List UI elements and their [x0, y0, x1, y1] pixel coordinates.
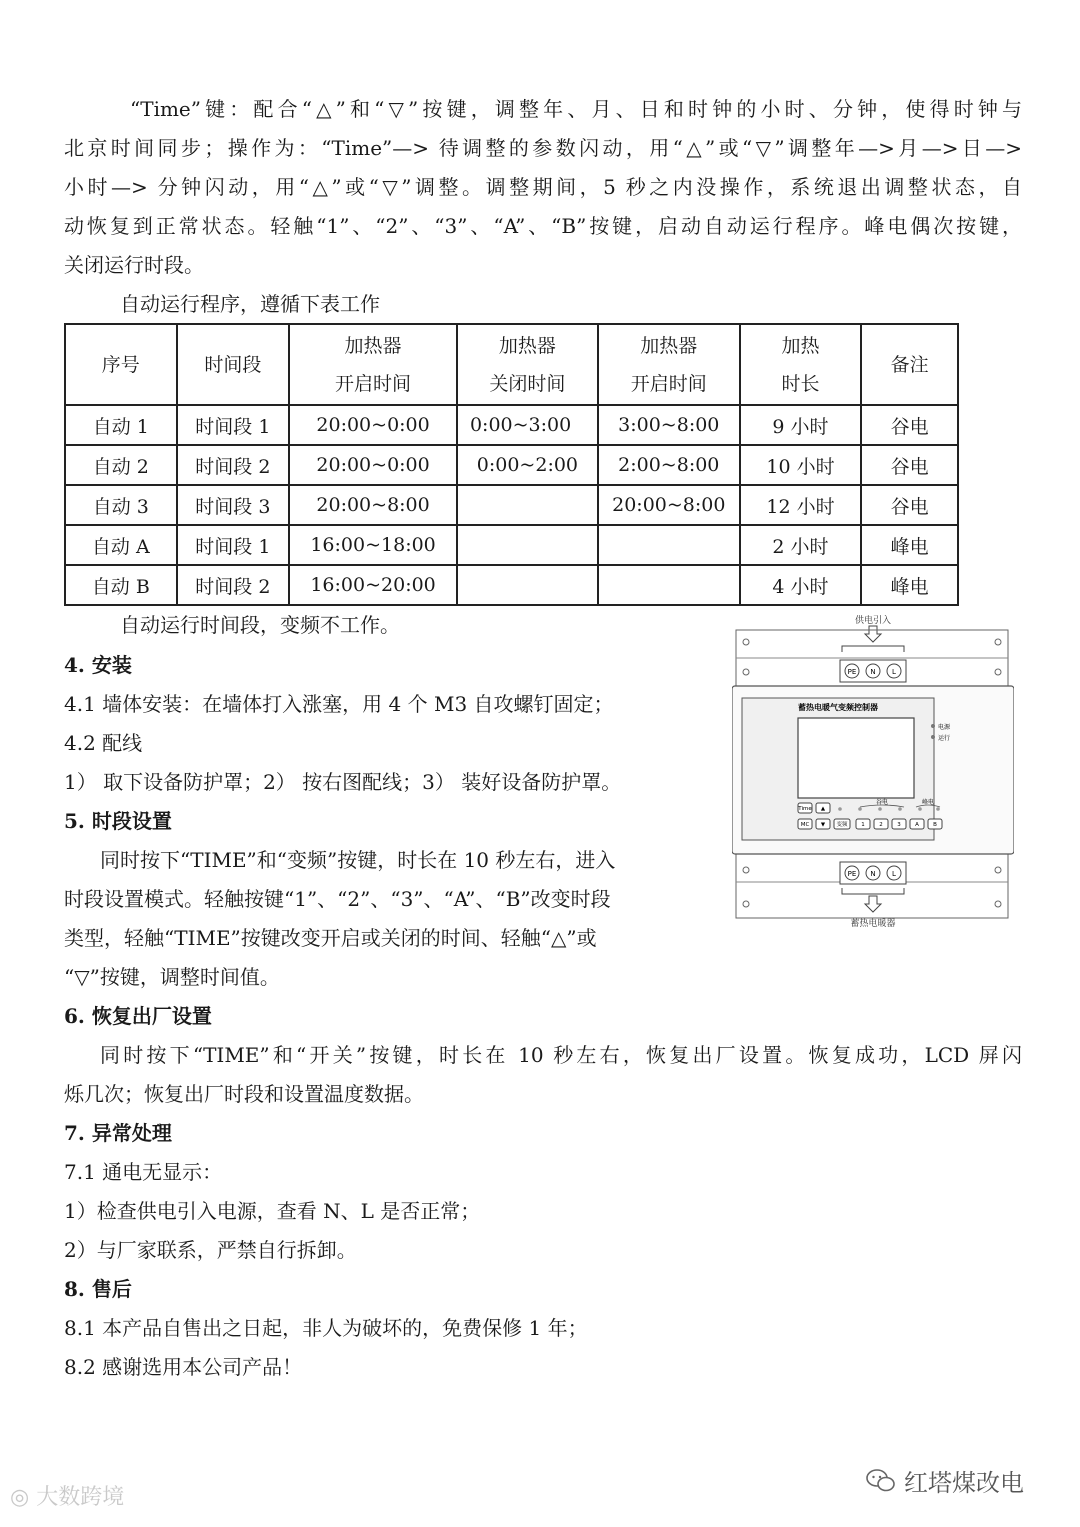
header-cell: 备注 [861, 324, 958, 405]
section6-title: 6. 恢复出厂设置 [64, 1004, 212, 1028]
table-cell: 时间段 2 [177, 565, 290, 605]
indicator-label: 运行 [938, 735, 951, 742]
intro-line-5: 关闭运行时段。 [64, 253, 204, 277]
terminal-label: L [892, 668, 896, 676]
section7-item2: 1）检查供电引入电源，查看 N、L 是否正常； [64, 1199, 481, 1223]
table-cell: 峰电 [861, 525, 958, 565]
led-dot [878, 807, 882, 811]
terminal-label: L [892, 870, 896, 878]
key-label: ▲ [820, 806, 826, 812]
group-label: 谷电 [875, 799, 889, 806]
key-label: 1 [861, 822, 865, 828]
table-cell: 时间段 1 [177, 405, 290, 445]
key-label: A [915, 822, 919, 828]
table-cell [598, 565, 740, 605]
key-label: 3 [897, 822, 901, 828]
schedule-table [64, 323, 959, 606]
intro-line-1: “Time”键：配合“△”和“▽”按键，调整年、月、日和时钟的小时、分钟，使得时钟与 [130, 97, 1022, 121]
section8-item2: 8.2 感谢选用本公司产品！ [64, 1355, 303, 1379]
section4-title: 4. 安装 [64, 653, 132, 677]
terminal-label: N [870, 870, 876, 878]
key-label: 2 [879, 822, 883, 828]
table-cell: 2 小时 [740, 525, 862, 565]
table-cell: 20:00~0:00 [289, 405, 457, 445]
screw-hole [995, 901, 1001, 907]
table-cell: 自动 1 [65, 405, 177, 445]
terminal-label: PE [847, 870, 857, 878]
table-row [65, 485, 958, 525]
table-cell: 自动 B [65, 565, 177, 605]
section4-item2: 4.2 配线 [64, 731, 143, 755]
header-cell: 加热器 关闭时间 [457, 324, 598, 405]
screw-hole [995, 867, 1001, 873]
table-cell: 时间段 2 [177, 445, 290, 485]
table-cell: 16:00~20:00 [289, 565, 457, 605]
watermark-right-text: 红塔煤改电 [904, 1469, 1024, 1497]
screw-hole [995, 669, 1001, 675]
header-cell: 序号 [65, 324, 177, 405]
table-row [65, 445, 958, 485]
screw-hole [995, 639, 1001, 645]
indicator-light [931, 724, 935, 728]
table-cell: 20:00~8:00 [289, 485, 457, 525]
section5-line-3: 类型，轻触“TIME”按键改变开启或关闭的时间、轻触“△”或 [64, 926, 597, 950]
watermark-right [866, 1463, 1024, 1498]
table-cell: 谷电 [861, 405, 958, 445]
screw-hole [743, 867, 749, 873]
weibo-icon: ◎ [10, 1485, 30, 1510]
table-cell: 10 小时 [740, 445, 862, 485]
section8-item1: 8.1 本产品自售出之日起，非人为破坏的，免费保修 1 年； [64, 1316, 588, 1340]
section4-item3: 1） 取下设备防护罩；2） 按右图配线；3） 装好设备防护罩。 [64, 770, 622, 794]
supply-bracket [842, 646, 904, 652]
led-dot [936, 807, 940, 811]
table-cell [457, 525, 598, 565]
table-cell: 0:00~2:00 [457, 445, 598, 485]
supply-arrow-icon [865, 626, 881, 642]
header-cell: 加热 时长 [740, 324, 862, 405]
key-label: 变频 [836, 822, 848, 828]
key-label: ▼ [820, 822, 826, 828]
key-label: B [933, 822, 937, 828]
section7-item1: 7.1 通电无显示： [64, 1160, 223, 1184]
section5-line-4: “▽”按键，调整时间值。 [64, 965, 280, 989]
led-dot [838, 807, 842, 811]
section5-line-1: 同时按下“TIME”和“变频”按键，时长在 10 秒左右，进入 [100, 848, 616, 872]
after-table-note: 自动运行时间段，变频不工作。 [120, 613, 400, 637]
lcd-screen [798, 718, 914, 798]
section5-title: 5. 时段设置 [64, 809, 172, 833]
panel-title: 蓄热电暖气变频控制器 [798, 703, 878, 712]
table-caption: 自动运行程序，遵循下表工作 [120, 292, 380, 316]
section7-title: 7. 异常处理 [64, 1121, 172, 1145]
table-cell: 2:00~8:00 [598, 445, 740, 485]
table-cell: 20:00~8:00 [598, 485, 740, 525]
led-dot [918, 807, 922, 811]
intro-line-3: 小时—> 分钟闪动，用“△”或“▽”调整。调整期间，5 秒之内没操作，系统退出调整状态，自 [64, 175, 1022, 199]
table-cell: 自动 A [65, 525, 177, 565]
table-cell: 3:00~8:00 [598, 405, 740, 445]
section8-title: 8. 售后 [64, 1277, 132, 1301]
output-bracket [842, 888, 904, 894]
table-row [65, 405, 958, 445]
section4-item1: 4.1 墙体安装：在墙体打入涨塞，用 4 个 M3 自攻螺钉固定； [64, 692, 614, 716]
led-dot [898, 807, 902, 811]
table-cell: 4 小时 [740, 565, 862, 605]
screw-hole [743, 901, 749, 907]
table-cell: 谷电 [861, 445, 958, 485]
table-cell: 谷电 [861, 485, 958, 525]
section6-line-1: 同时按下“TIME”和“开关”按键，时长在 10 秒左右，恢复出厂设置。恢复成功，LCD 屏闪 [100, 1043, 1022, 1067]
section6-line-2: 烁几次；恢复出厂时段和设置温度数据。 [64, 1082, 424, 1106]
heater-label: 蓄热电暖器 [850, 919, 896, 929]
output-arrow-icon [865, 896, 881, 912]
key-label: MC [800, 822, 810, 828]
table-row [65, 565, 958, 605]
table-cell: 20:00~0:00 [289, 445, 457, 485]
intro-line-4: 动恢复到正常状态。轻触“1”、“2”、“3”、“A”、“B”按键，启动自动运行程序。峰电偶次按键， [64, 214, 1022, 238]
table-cell [457, 485, 598, 525]
terminal-label: N [870, 668, 876, 676]
table-cell: 时间段 3 [177, 485, 290, 525]
table-cell: 自动 2 [65, 445, 177, 485]
led-dot [858, 807, 862, 811]
watermark-left-text: 大数跨境 [36, 1485, 125, 1510]
controller-wiring-diagram [732, 612, 1014, 934]
table-cell [457, 565, 598, 605]
section7-item3: 2）与厂家联系，严禁自行拆卸。 [64, 1238, 357, 1262]
table-row [65, 525, 958, 565]
table-cell [598, 525, 740, 565]
table-cell: 9 小时 [740, 405, 862, 445]
header-cell: 加热器 开启时间 [598, 324, 740, 405]
watermark-left [10, 1480, 124, 1511]
screw-hole [743, 639, 749, 645]
supply-label: 供电引入 [854, 616, 892, 626]
indicator-label: 电源 [938, 724, 951, 731]
header-cell: 加热器 开启时间 [289, 324, 457, 405]
section5-line-2: 时段设置模式。轻触按键“1”、“2”、“3”、“A”、“B”改变时段 [64, 887, 611, 911]
table-header-row [65, 324, 958, 405]
key-label: Time [798, 806, 812, 812]
table-cell: 12 小时 [740, 485, 862, 525]
table-cell: 自动 3 [65, 485, 177, 525]
table-cell: 时间段 1 [177, 525, 290, 565]
terminal-label: PE [847, 668, 857, 676]
header-cell: 时间段 [177, 324, 290, 405]
wechat-icon [866, 1468, 896, 1494]
table-cell: 峰电 [861, 565, 958, 605]
table-cell: 16:00~18:00 [289, 525, 457, 565]
screw-hole [743, 669, 749, 675]
intro-line-2: 北京时间同步；操作为：“Time”—> 待调整的参数闪动，用“△”或“▽”调整年—>月—>日—> [64, 136, 1022, 160]
group-label: 峰电 [921, 799, 935, 806]
indicator-light [931, 735, 935, 739]
table-cell: 0:00~3:00 [457, 405, 598, 445]
